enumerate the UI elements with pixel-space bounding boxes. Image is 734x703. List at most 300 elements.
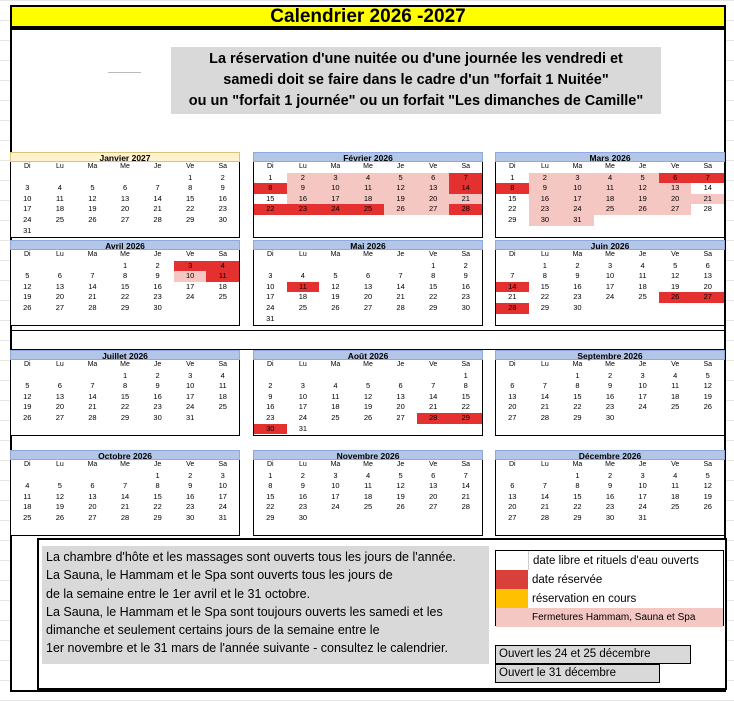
day-cell: 4: [57, 183, 62, 193]
month-body: [495, 460, 725, 536]
day-cell: 17: [331, 491, 340, 501]
weekday-label: Je: [153, 251, 162, 258]
day-cell: 22: [266, 502, 275, 512]
day-cell: 8: [463, 381, 468, 391]
empty-cell: [141, 173, 174, 184]
day-cell: 20: [703, 281, 712, 291]
weekday-label: Je: [638, 251, 647, 258]
day-cell: 23: [186, 502, 195, 512]
day-cell: 5: [90, 183, 95, 193]
day-cell: 28: [540, 512, 550, 522]
weekday-label: Ma: [572, 251, 583, 258]
day-cell: 4: [640, 260, 645, 270]
weekday-label: Je: [396, 461, 405, 468]
day-cell: 29: [120, 412, 130, 422]
month-body: [495, 250, 725, 326]
day-cell: 2: [575, 260, 580, 270]
empty-cell: [384, 261, 417, 272]
legend-item: [496, 608, 723, 627]
day-cell: 28: [88, 302, 97, 312]
legend-swatch-pending: [496, 589, 528, 608]
weekday-label: Je: [153, 163, 162, 170]
day-cell: 6: [659, 173, 692, 184]
day-cell: 4: [594, 173, 627, 184]
day-cell: 14: [540, 491, 550, 501]
day-cell: 12: [88, 193, 97, 203]
legend-label: date réservée: [532, 573, 603, 586]
day-cell: 23: [153, 402, 162, 412]
month-calendar: [253, 152, 483, 238]
weekday-label: Je: [153, 361, 162, 368]
opening-note: Ouvert les 24 et 25 décembre: [495, 645, 691, 664]
weekday-label: Ve: [186, 163, 195, 170]
legend-item: [496, 589, 723, 608]
info-line: de la semaine entre le 1er avril et le 31 octobre.: [46, 586, 311, 601]
day-cell: 2: [268, 381, 273, 391]
day-cell: 8: [496, 183, 529, 194]
day-cell: 12: [671, 271, 680, 281]
weekday-row: [254, 360, 482, 371]
weekday-label: Sa: [703, 163, 713, 170]
day-cell: 24: [218, 502, 227, 512]
weekday-label: Sa: [461, 461, 471, 468]
day-cell: 8: [575, 381, 580, 391]
day-cell: 10: [174, 271, 207, 282]
day-cell: 23: [218, 204, 227, 214]
week-row: [496, 271, 724, 282]
day-cell: 8: [155, 481, 160, 491]
month-calendar: [253, 240, 483, 326]
day-cell: 8: [254, 183, 287, 194]
day-cell: 25: [352, 204, 385, 215]
empty-cell: [659, 303, 692, 314]
day-cell: 16: [298, 491, 308, 501]
day-cell: 9: [220, 183, 225, 193]
empty-cell: [254, 371, 287, 382]
week-row: [496, 471, 724, 482]
day-cell: 14: [88, 391, 97, 401]
day-cell: 22: [573, 402, 582, 412]
weekday-label: Lu: [540, 251, 549, 258]
month-body: [495, 360, 725, 436]
week-row: [11, 513, 239, 524]
day-cell: 13: [508, 391, 517, 401]
info-line: La Sauna, le Hammam et le Spa sont toujours ouverts les samedi et les: [46, 604, 443, 619]
day-cell: 15: [153, 491, 162, 501]
month-calendar: [253, 350, 483, 436]
month-title: Février 2026: [253, 152, 483, 162]
empty-cell: [384, 424, 417, 435]
legend-swatch-reserved: [496, 570, 528, 589]
day-cell: 28: [496, 303, 529, 314]
weekday-row: [496, 460, 724, 471]
day-cell: 15: [461, 391, 470, 401]
day-cell: 28: [153, 214, 162, 224]
day-cell: 4: [365, 470, 371, 480]
week-row: [11, 271, 239, 282]
month-title: Août 2026: [253, 350, 483, 360]
day-cell: 26: [703, 402, 712, 412]
empty-cell: [417, 314, 450, 325]
day-cell: 19: [23, 402, 32, 412]
empty-cell: [417, 513, 450, 524]
day-cell: 21: [153, 204, 162, 214]
empty-cell: [691, 413, 724, 424]
weekday-label: Ma: [330, 251, 341, 258]
day-cell: 30: [573, 302, 582, 312]
weekday-row: [11, 162, 239, 173]
day-cell: 3: [188, 370, 193, 380]
day-cell: 14: [461, 481, 470, 491]
weekday-label: Di: [508, 251, 516, 258]
empty-cell: [11, 471, 44, 482]
day-cell: 31: [298, 423, 308, 433]
day-cell: 1: [122, 370, 128, 380]
weekday-label: Je: [396, 361, 405, 368]
day-cell: 9: [268, 391, 273, 401]
weekday-label: Di: [23, 461, 31, 468]
day-cell: 26: [659, 292, 692, 303]
day-cell: 30: [186, 512, 195, 522]
month-body: [495, 162, 725, 238]
day-cell: 13: [55, 391, 65, 401]
page-title: Calendrier 2026 -2027: [10, 5, 726, 28]
divider: [108, 72, 141, 73]
day-cell: 15: [120, 281, 130, 291]
day-cell: 14: [703, 183, 712, 193]
weekday-row: [11, 460, 239, 471]
day-cell: 26: [55, 512, 65, 522]
day-cell: 14: [429, 391, 438, 401]
empty-cell: [109, 471, 142, 482]
week-row: [496, 513, 724, 524]
empty-cell: [76, 173, 109, 184]
weekday-label: Ma: [87, 361, 98, 368]
day-cell: 20: [55, 292, 65, 302]
day-cell: 9: [607, 481, 613, 491]
day-cell: 6: [417, 173, 450, 184]
day-cell: 3: [220, 470, 225, 480]
legend-swatch-closed: [496, 608, 528, 627]
day-cell: 10: [638, 481, 647, 491]
empty-cell: [691, 215, 724, 226]
day-cell: 10: [266, 281, 275, 291]
day-cell: 30: [153, 302, 162, 312]
weekday-label: Me: [363, 361, 373, 368]
month-calendar: [495, 152, 725, 238]
empty-cell: [319, 424, 352, 435]
weekday-row: [496, 162, 724, 173]
week-row: [254, 173, 482, 184]
empty-cell: [174, 226, 207, 237]
weekday-label: Ma: [572, 163, 583, 170]
day-cell: 27: [88, 512, 97, 522]
month-calendar: [253, 450, 483, 536]
week-row: [496, 282, 724, 293]
day-cell: 14: [540, 391, 550, 401]
day-cell: 7: [155, 183, 160, 193]
day-cell: 29: [153, 512, 162, 522]
month-title: Juin 2026: [495, 240, 725, 250]
weekday-label: Ma: [87, 163, 98, 170]
day-cell: 19: [703, 491, 712, 501]
week-row: [11, 194, 239, 205]
day-cell: 25: [218, 402, 227, 412]
day-cell: 4: [352, 173, 385, 184]
day-cell: 19: [363, 402, 373, 412]
day-cell: 21: [429, 402, 438, 412]
weekday-label: Ma: [330, 163, 341, 170]
day-cell: 29: [508, 214, 517, 224]
day-cell: 19: [703, 391, 712, 401]
week-row: [496, 371, 724, 382]
day-cell: 3: [640, 470, 645, 480]
day-cell: 22: [153, 502, 162, 512]
day-cell: 21: [88, 292, 97, 302]
day-cell: 14: [496, 282, 529, 293]
day-cell: 28: [540, 412, 550, 422]
day-cell: 30: [461, 302, 470, 312]
day-cell: 14: [88, 281, 97, 291]
day-cell: 25: [298, 302, 308, 312]
day-cell: 19: [626, 194, 659, 205]
day-cell: 22: [429, 292, 438, 302]
week-row: [11, 226, 239, 237]
day-cell: 11: [206, 271, 239, 282]
day-cell: 20: [659, 194, 692, 205]
day-cell: 15: [120, 391, 130, 401]
week-row: [496, 481, 724, 492]
weekday-label: Ve: [186, 251, 195, 258]
weekday-label: Ve: [429, 461, 438, 468]
weekday-row: [254, 162, 482, 173]
info-line: 1er novembre et le 31 mars de l'année suivante - consultez le calendrier.: [46, 641, 448, 656]
month-body: [253, 162, 483, 238]
day-cell: 24: [331, 502, 340, 512]
day-cell: 19: [396, 491, 405, 501]
day-cell: 26: [703, 502, 712, 512]
day-cell: 9: [463, 271, 468, 281]
day-cell: 30: [605, 512, 615, 522]
month-body: [253, 250, 483, 326]
weekday-label: Je: [396, 163, 405, 170]
day-cell: 21: [540, 502, 550, 512]
day-cell: 19: [331, 292, 340, 302]
month-title: Novembre 2026: [253, 450, 483, 460]
week-row: [11, 492, 239, 503]
day-cell: 6: [398, 381, 403, 391]
week-row: [254, 282, 482, 293]
day-cell: 6: [57, 271, 62, 281]
empty-cell: [254, 261, 287, 272]
day-cell: 16: [153, 391, 162, 401]
day-cell: 16: [266, 402, 275, 412]
legend-label: date libre et rituels d'eau ouverts: [533, 554, 699, 567]
empty-cell: [174, 303, 207, 314]
weekday-label: Ve: [429, 361, 438, 368]
day-cell: 3: [333, 470, 338, 480]
weekday-row: [496, 250, 724, 261]
reservation-notice: [171, 47, 661, 114]
day-cell: 28: [461, 502, 470, 512]
day-cell: 15: [573, 391, 582, 401]
empty-cell: [11, 261, 44, 272]
info-line: La Sauna, le Hammam et le Spa sont ouverts tous les jours de: [46, 568, 393, 583]
weekday-label: Lu: [298, 461, 307, 468]
month-calendar: [495, 350, 725, 436]
day-cell: 5: [398, 470, 403, 480]
empty-cell: [76, 226, 109, 237]
day-cell: 18: [671, 391, 680, 401]
day-cell: 10: [331, 481, 340, 491]
day-cell: 9: [300, 481, 305, 491]
week-row: [496, 261, 724, 272]
day-cell: 17: [638, 491, 647, 501]
day-cell: 5: [705, 470, 710, 480]
day-cell: 16: [218, 193, 227, 203]
month-body: [10, 460, 240, 536]
day-cell: 19: [88, 204, 97, 214]
day-cell: 16: [573, 281, 582, 291]
week-row: [11, 371, 239, 382]
weekday-label: Di: [23, 251, 31, 258]
day-cell: 20: [508, 402, 517, 412]
day-cell: 16: [605, 391, 615, 401]
weekday-label: Me: [605, 461, 615, 468]
month-body: [10, 162, 240, 238]
week-row: [496, 392, 724, 403]
weekday-label: Di: [508, 361, 516, 368]
month-calendar: [10, 152, 240, 238]
empty-cell: [384, 371, 417, 382]
weekday-label: Di: [266, 251, 274, 258]
day-cell: 22: [461, 402, 470, 412]
day-cell: 27: [363, 302, 373, 312]
day-cell: 2: [463, 260, 468, 270]
week-row: [254, 183, 482, 194]
weekday-label: Sa: [461, 251, 471, 258]
empty-cell: [319, 314, 352, 325]
empty-cell: [76, 371, 109, 382]
day-cell: 25: [671, 402, 680, 412]
day-cell: 29: [429, 302, 438, 312]
day-cell: 5: [673, 260, 678, 270]
day-cell: 6: [510, 481, 515, 491]
weekday-label: Je: [638, 163, 647, 170]
day-cell: 7: [431, 381, 436, 391]
week-row: [11, 381, 239, 392]
day-cell: 11: [364, 481, 372, 491]
week-row: [254, 413, 482, 424]
day-cell: 17: [561, 194, 594, 205]
day-cell: 23: [298, 502, 308, 512]
day-cell: 12: [396, 481, 405, 491]
day-cell: 3: [561, 173, 594, 184]
empty-cell: [44, 173, 77, 184]
day-cell: 18: [363, 491, 373, 501]
day-cell: 8: [542, 271, 547, 281]
empty-cell: [319, 371, 352, 382]
empty-cell: [417, 371, 450, 382]
day-cell: 18: [352, 194, 385, 205]
day-cell: 20: [396, 402, 405, 412]
legend: [495, 550, 724, 626]
empty-cell: [384, 513, 417, 524]
day-cell: 1: [510, 172, 515, 182]
day-cell: 4: [333, 381, 338, 391]
day-cell: 26: [384, 204, 417, 215]
week-row: [254, 303, 482, 314]
day-cell: 29: [573, 512, 582, 522]
day-cell: 21: [540, 402, 550, 412]
day-cell: 3: [25, 183, 30, 193]
day-cell: 26: [88, 214, 97, 224]
day-cell: 23: [461, 292, 470, 302]
empty-cell: [287, 371, 320, 382]
day-cell: 18: [638, 281, 647, 291]
day-cell: 14: [120, 491, 130, 501]
day-cell: 29: [266, 512, 275, 522]
day-cell: 5: [626, 173, 659, 184]
day-cell: 22: [540, 292, 550, 302]
week-row: [11, 392, 239, 403]
day-cell: 16: [186, 491, 195, 501]
day-cell: 5: [57, 481, 62, 491]
empty-cell: [626, 413, 659, 424]
day-cell: 17: [605, 281, 615, 291]
weekday-label: Me: [605, 251, 615, 258]
empty-cell: [529, 371, 562, 382]
day-cell: 30: [529, 215, 562, 226]
day-cell: 6: [705, 260, 710, 270]
day-cell: 26: [331, 302, 340, 312]
day-cell: 2: [220, 172, 225, 182]
day-cell: 15: [508, 193, 517, 203]
day-cell: 15: [266, 491, 275, 501]
day-cell: 17: [186, 281, 195, 291]
month-title: Janvier 2027: [10, 152, 240, 162]
day-cell: 13: [363, 281, 373, 291]
day-cell: 26: [626, 204, 659, 215]
weekday-label: Je: [638, 461, 647, 468]
empty-cell: [449, 424, 482, 435]
day-cell: 27: [508, 512, 517, 522]
weekday-label: Ve: [671, 361, 680, 368]
day-cell: 12: [331, 281, 340, 291]
weekday-label: Ve: [671, 163, 680, 170]
day-cell: 2: [155, 260, 160, 270]
empty-cell: [496, 261, 529, 272]
month-title: Septembre 2026: [495, 350, 725, 360]
empty-cell: [44, 226, 77, 237]
empty-cell: [76, 261, 109, 272]
day-cell: 28: [449, 204, 482, 215]
day-cell: 17: [319, 194, 352, 205]
empty-cell: [287, 261, 320, 272]
info-line: dimanche et seulement certains jours de la semaine entre le: [46, 623, 380, 638]
day-cell: 21: [88, 402, 97, 412]
empty-cell: [109, 173, 142, 184]
weekday-label: Di: [266, 361, 274, 368]
week-row: [496, 194, 724, 205]
day-cell: 30: [153, 412, 162, 422]
day-cell: 27: [659, 204, 692, 215]
month-body: [10, 250, 240, 326]
day-cell: 2: [607, 370, 613, 380]
legend-item: [496, 570, 723, 589]
day-cell: 7: [449, 173, 482, 184]
weekday-label: Ve: [186, 461, 195, 468]
